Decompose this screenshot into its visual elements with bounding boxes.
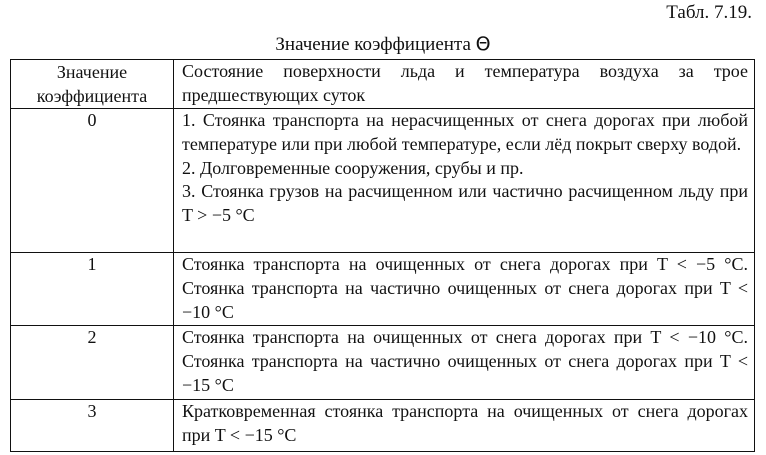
table-row xyxy=(11,400,755,452)
condition-description xyxy=(174,109,755,253)
condition-paragraph: 2. Долговременные сооружения, срубы и пр. xyxy=(182,157,524,178)
condition-description: Кратковременная стоянка транспорта на очищенных от снега дорогах при T < −15 °C xyxy=(174,400,755,452)
condition-paragraph: 1. Стоянка транспорта на нерасчищенных от снега дорогах при любой температуре или при любой температуре, если лёд покрыт сверху водой. xyxy=(182,110,748,154)
table-row xyxy=(11,109,755,253)
coefficient-value: 2 xyxy=(11,326,174,400)
coefficient-value: 1 xyxy=(11,253,174,326)
coefficient-value: 3 xyxy=(11,400,174,452)
table-title-text: Значение коэффициента xyxy=(275,34,471,55)
table-header-row xyxy=(11,60,755,109)
theta-symbol: Θ xyxy=(475,33,491,55)
header-value-line-2: коэффициента xyxy=(36,86,148,106)
coefficient-value: 0 xyxy=(11,109,174,253)
header-description: Состояние поверхности льда и температура воздуха за трое предшествующих суток xyxy=(174,60,755,109)
table-row xyxy=(11,253,755,326)
condition-description: Стоянка транспорта на очищенных от снега дорогах при T < −10 °C. Стоянка транспорта на частично очищенных от снега дорогах при T < −15 °C xyxy=(174,326,755,400)
condition-description: Стоянка транспорта на очищенных от снега дорогах при T < −5 °C. Стоянка транспорта на частично очищенных от снега дорогах при T < −10 °C xyxy=(174,253,755,326)
table-title xyxy=(0,32,766,57)
coefficient-table xyxy=(10,59,755,452)
header-value xyxy=(11,60,174,109)
table-number: Табл. 7.19. xyxy=(666,2,752,23)
table-row xyxy=(11,326,755,400)
condition-paragraph: 3. Стоянка грузов на расчищенном или частично расчищенном льду при T > −5 °C xyxy=(182,181,748,226)
header-value-line-1: Значение xyxy=(56,62,128,82)
